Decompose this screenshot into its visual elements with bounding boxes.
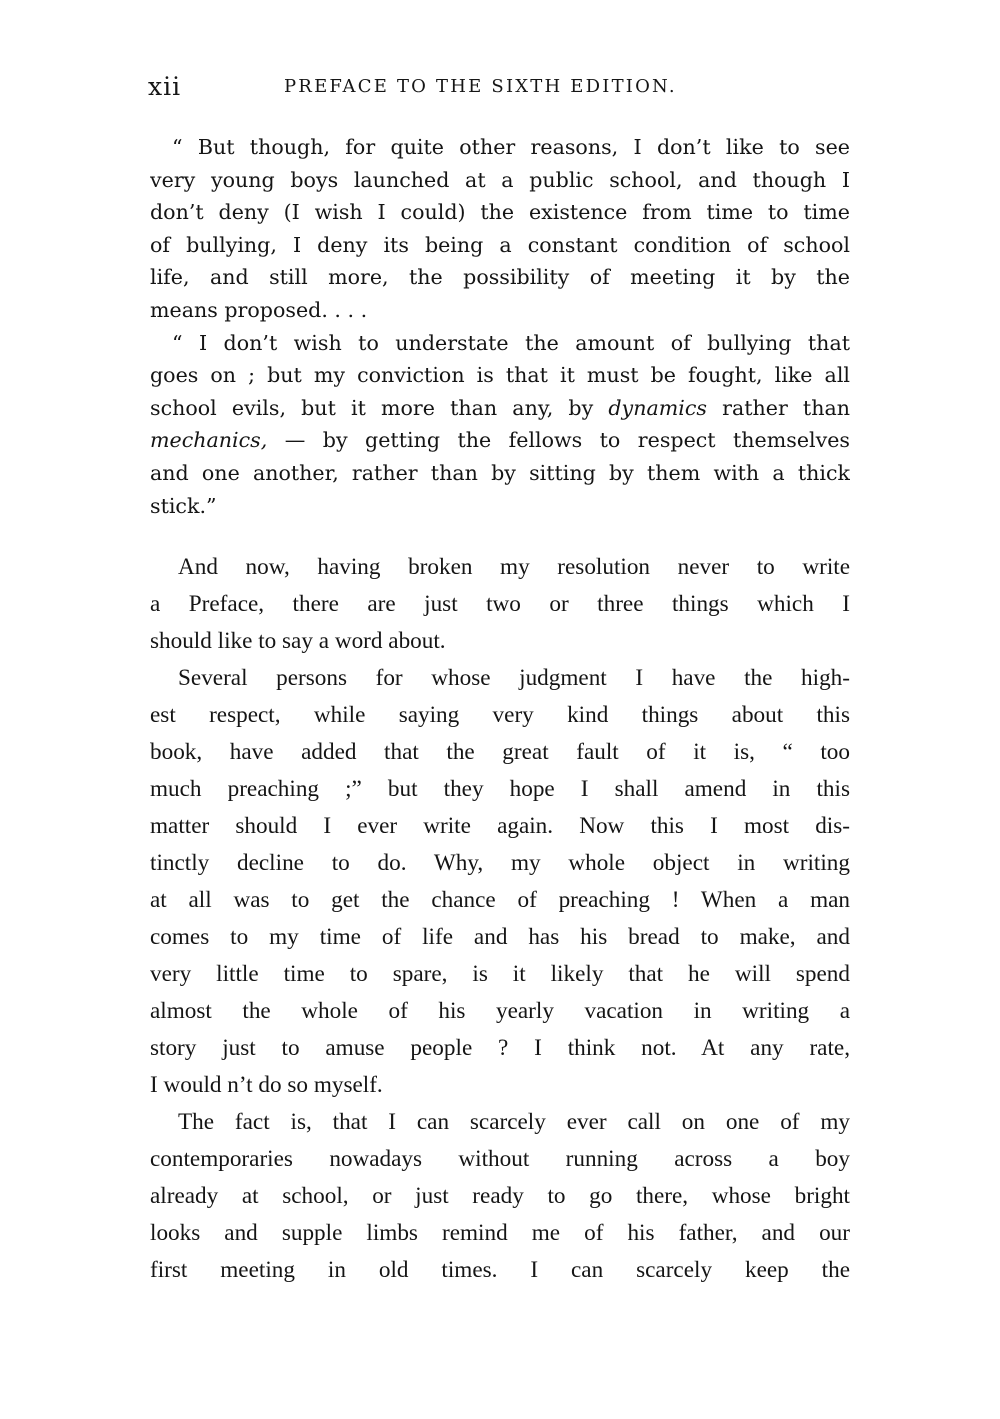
text-line: much preaching ;” but they hope I shall amend in this	[150, 776, 850, 802]
text-line: I would n’t do so myself.	[150, 1072, 383, 1098]
text-line: almost the whole of his yearly vacation in writing a	[150, 998, 850, 1024]
text-line: of bullying, I deny its being a constant condition of school	[150, 232, 850, 257]
running-title: PREFACE TO THE SIXTH EDITION.	[284, 76, 677, 97]
text-line: stick.”	[150, 493, 217, 518]
text-line: at all was to get the chance of preaching ! When a man	[150, 887, 850, 913]
page-number: xii	[148, 72, 182, 101]
text-line-mixed	[150, 392, 850, 425]
quoted-passage	[150, 131, 850, 522]
text-line: And now, having broken my resolution never to write	[178, 554, 850, 580]
text-line: Several persons for whose judgment I have the high-	[178, 665, 850, 691]
text-line-mixed	[150, 424, 850, 457]
text-span: — by getting the fellows to respect themselves	[284, 428, 850, 453]
page-header	[148, 72, 852, 102]
text-line: and one another, rather than by sitting by them with a thick	[150, 460, 850, 485]
text-span: rather than	[722, 395, 850, 420]
text-line: The fact is, that I can scarcely ever call on one of my	[178, 1109, 850, 1135]
text-line: looks and supple limbs remind me of his father, and our	[150, 1220, 850, 1246]
text-line: very young boys launched at a public school, and though I	[150, 167, 850, 192]
text-line: goes on ; but my conviction is that it must be fought, like all	[150, 363, 850, 388]
text-line: don’t deny (I wish I could) the existence from time to time	[150, 200, 850, 225]
text-line: matter should I ever write again. Now this I most dis-	[150, 813, 850, 839]
text-line: first meeting in old times. I can scarcely keep the	[150, 1257, 850, 1283]
text-span: school evils, but it more than any, by	[150, 395, 594, 420]
text-line: very little time to spare, is it likely that he will spend	[150, 961, 850, 987]
text-line: should like to say a word about.	[150, 628, 446, 654]
main-text	[150, 549, 850, 1289]
text-line: contemporaries nowadays without running across a boy	[150, 1146, 850, 1172]
text-line: a Preface, there are just two or three things which I	[150, 591, 850, 617]
italic-word: mechanics,	[150, 428, 268, 453]
text-line: already at school, or just ready to go there, whose bright	[150, 1183, 850, 1209]
italic-word: dynamics	[608, 395, 707, 420]
text-line: book, have added that the great fault of it is, “ too	[150, 739, 850, 765]
text-line: comes to my time of life and has his bread to make, and	[150, 924, 850, 950]
text-line: “ But though, for quite other reasons, I don’t like to see	[172, 135, 850, 159]
text-line: life, and still more, the possibility of meeting it by the	[150, 265, 850, 290]
text-line: tinctly decline to do. Why, my whole object in writing	[150, 850, 850, 876]
text-line: story just to amuse people ? I think not. At any rate,	[150, 1035, 850, 1061]
text-line: means proposed. . . .	[150, 297, 368, 322]
text-line: est respect, while saying very kind things about this	[150, 702, 850, 728]
text-line: “ I don’t wish to understate the amount of bullying that	[172, 330, 850, 355]
